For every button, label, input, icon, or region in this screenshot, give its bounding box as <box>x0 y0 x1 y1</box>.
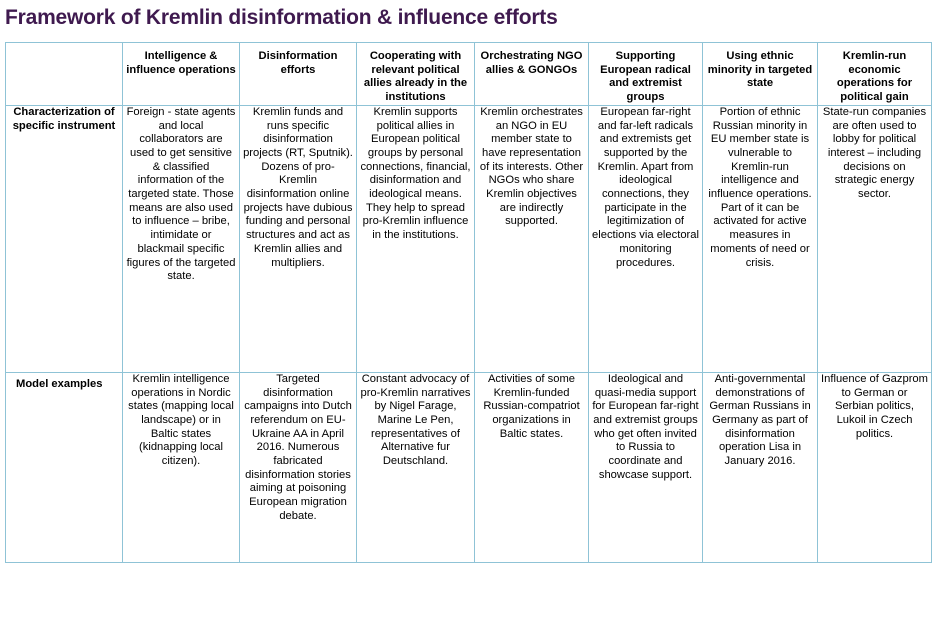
column-header: Cooperating with relevant political allies already in the institutions <box>357 43 475 106</box>
table-cell: Constant advocacy of pro-Kremlin narratives by Nigel Farage, Marine Le Pen, representatives of Alternative fur Deutschland. <box>357 372 475 562</box>
header-row <box>6 43 932 106</box>
table-cell: Kremlin orchestrates an NGO in EU member state to have representation of its interests. Other NGOs who share Kremlin objectives are indirectly supported. <box>475 105 589 372</box>
table-cell: Activities of some Kremlin-funded Russian-compatriot organizations in Baltic states. <box>475 372 589 562</box>
column-header: Kremlin-run economic operations for political gain <box>818 43 932 106</box>
table-cell: Foreign - state agents and local collaborators are used to get sensitive & classified information of the targeted state. Those means are also used to influence – bribe, intimidate or blackmail specific figures of the targeted state. <box>123 105 240 372</box>
table-cell: Anti-governmental demonstrations of German Russians in Germany as part of disinformation operation Lisa in January 2016. <box>703 372 818 562</box>
table-cell: Portion of ethnic Russian minority in EU member state is vulnerable to Kremlin-run intelligence and influence operations. Part of it can be activated for active measures in moments of need or crisis. <box>703 105 818 372</box>
column-header: Using ethnic minority in targeted state <box>703 43 818 106</box>
row-label: Characterization of specific instrument <box>6 105 123 372</box>
table-row-model-examples <box>6 372 932 562</box>
framework-table <box>5 42 932 563</box>
table-cell: Kremlin funds and runs specific disinformation projects (RT, Sputnik). Dozens of pro-Kremlin disinformation online projects have dubious funding and personal structures and act as Kremlin allies and multipliers. <box>240 105 357 372</box>
table-cell: State-run companies are often used to lobby for political interest – including decisions on strategic energy sector. <box>818 105 932 372</box>
page-title: Framework of Kremlin disinformation & influence efforts <box>5 6 558 29</box>
corner-cell <box>6 43 123 106</box>
table-cell: European far-right and far-left radicals and extremists get supported by the Kremlin. Apart from ideological connections, they participate in the legitimization of elections via electoral monitoring procedures. <box>589 105 703 372</box>
column-header: Orchestrating NGO allies & GONGOs <box>475 43 589 106</box>
table-cell: Targeted disinformation campaigns into Dutch referendum on EU-Ukraine AA in April 2016. Numerous fabricated disinformation stories aiming at poisoning European migration debate. <box>240 372 357 562</box>
table-cell: Ideological and quasi-media support for European far-right and extremist groups who get often invited to Russia to coordinate and showcase support. <box>589 372 703 562</box>
table-cell: Influence of Gazprom to German or Serbian politics, Lukoil in Czech politics. <box>818 372 932 562</box>
column-header: Disinformation efforts <box>240 43 357 106</box>
table-cell: Kremlin supports political allies in European political groups by personal connections, financial, disinformation and ideological means. They help to spread pro-Kremlin influence in the institutions. <box>357 105 475 372</box>
column-header: Supporting European radical and extremist groups <box>589 43 703 106</box>
row-label: Model examples <box>6 372 123 562</box>
column-header: Intelligence & influence operations <box>123 43 240 106</box>
table-cell: Kremlin intelligence operations in Nordic states (mapping local landscape) or in Baltic states (kidnapping local citizen). <box>123 372 240 562</box>
table-row-characterization <box>6 105 932 372</box>
